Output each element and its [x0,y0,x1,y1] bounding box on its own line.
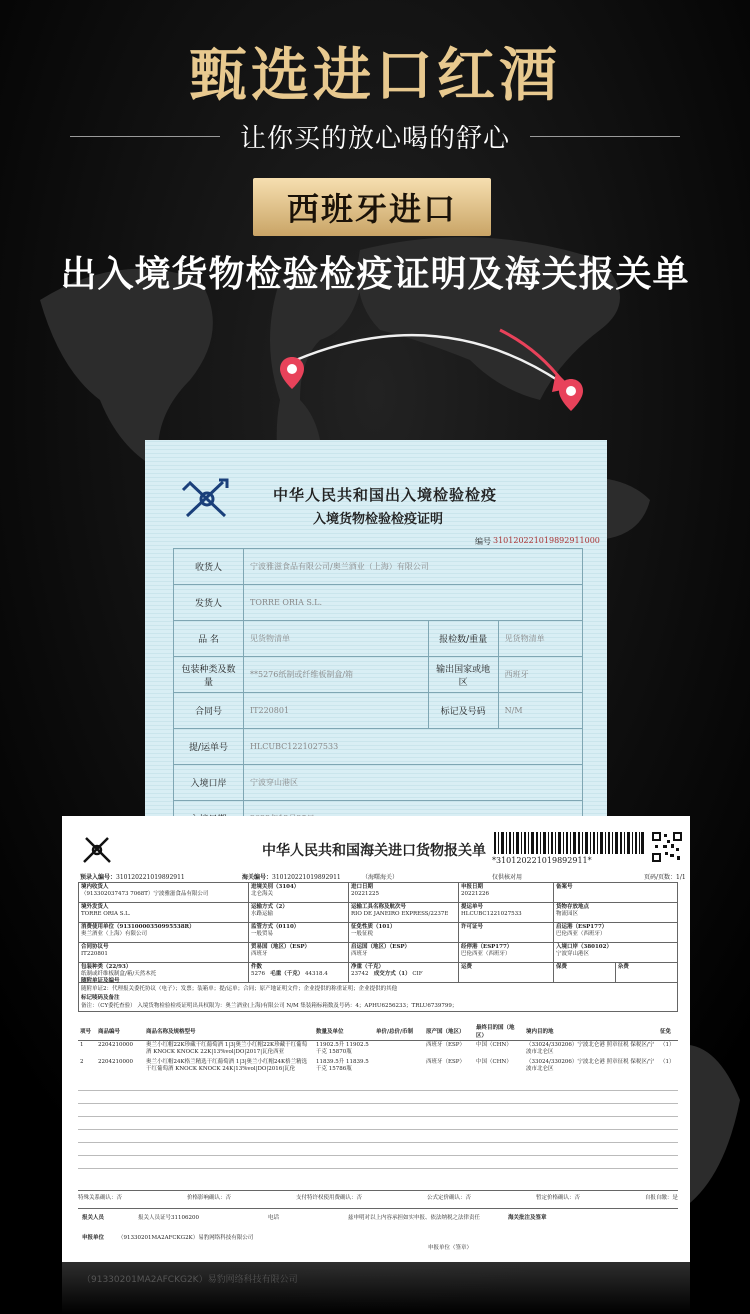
declaration-title: 中华人民共和国海关进口货物报关单 [262,843,486,859]
cert-label: 发货人 [174,585,244,621]
grid-cell: 运输方式（2） 水路运输 [249,903,349,923]
cert-value: 西班牙 [498,657,582,693]
grid-cell: 运费 [459,963,554,983]
grid-cell: 净重（千克） 23742 成交方式（1） CIF [349,963,459,983]
customs-emblem-icon [80,834,114,866]
customs-declaration [62,816,690,1262]
cert-row [174,621,583,657]
cert-value: 见货物清单 [244,621,429,657]
pre-entry-no: 预录入编号：310120221019892911 [80,874,185,881]
cert-label: 入境口岸 [174,765,244,801]
declaration-grid [78,882,678,983]
grid-cell: 许可证号 [459,923,554,943]
cert-value: N/M [498,693,582,729]
origin-badge: 西班牙进口 [253,178,491,236]
confirmations-row: 特殊关系确认：否 价格影响确认：否 支付特许权使用费确认：否 公式定价确认：否 暂定价格确认：否 自报自缴：是 [78,1190,678,1201]
cert-row [174,585,583,621]
goods-row: 1 2204210000 奥兰小红帽22K珍藏干红葡萄酒 1|3|奥兰小红帽22K珍藏干红葡萄酒 KNOCK KNOCK 22K|13%vol|DO|2017|瓦伦西亚 11902.5升 11902.5千克 15870瓶 西班牙（ESP） 中国（CHN） （33024/330206）宁波北仑港 照章征税 保税区/宁波市北仑区 （1） [80,1042,675,1056]
grid-cell: 经停港（ESP177） 巴伦西亚（西班牙） [459,943,554,963]
certificate-org: 中华人民共和国出入境检验检疫 [273,486,498,504]
cert-label: 标记及号码 [428,693,498,729]
grid-cell: 货物存放地点 物流园区 [554,903,678,923]
cert-label: 提/运单号 [174,729,244,765]
grid-cell: 运输工具名称及航次号 RIO DE JANEIRO EXPRESS/2237E [349,903,459,923]
map-pin-icon [558,378,584,412]
signature-block: 报关人员 报关人员证号31106200 电话 兹申明对以上内容承担如实申报、依法纳税之法律责任 海关批注及签章 申报单位 （91330201MA2AFCKG2K）易豹网络科技有限公司 申报单位（签章） [78,1208,678,1209]
goods-table [78,1022,678,1075]
grid-cell: 消费使用单位（91310000350995538R） 奥兰酒业（上海）有限公司 [79,923,249,943]
inspection-emblem-icon [179,474,235,524]
cert-value: **5276纸制或纤维板制盒/箱 [244,657,429,693]
grid-cell: 申报日期 20221226 [459,883,554,903]
subtitle: 让你买的放心喝的舒心 [239,123,510,154]
cert-value: IT220801 [244,693,429,729]
certificate-name: 入境货物检验检疫证明 [313,512,444,527]
grid-cell: 监管方式（0110） 一般贸易 [249,923,349,943]
cert-value: TORRE ORIA S.L. [244,585,583,621]
subtitle-row [0,118,750,154]
document-reflection: （91330201MA2AFCKG2K）易豹网络科技有限公司 [62,1262,690,1314]
grid-cell: 进口日期 20221225 [349,883,459,903]
grid-cell: 包装种类（22/93） 纸制或纤维板制盒/箱/天然木托 [79,963,249,983]
grid-cell: 境外发货人 TORRE ORIA S.L. [79,903,249,923]
remarks-block: 随附单证及编号 随附单证2：代理报关委托协议（电子）；发票；装箱单；提/运单；合同；原产地证明文件；企业提供的称重证明；企业提供的其他 标记唛码及备注 备注：（CY委托查验） 入境货物检验检疫证明出具权限为：奥兰酒业(上海)有限公司 N/M 集装箱标箱数及号码：4；APHU6256233；TRLU6739799； [78,976,678,1012]
goods-header: 项号 商品编号 商品名称及规格型号 数量及单位 单价/总价/币制 原产国（地区） 最终目的国（地区） 境内目的地 征免 [78,1022,678,1041]
copy-note: 仅供核对用 [492,874,523,881]
customs-sub: （海曙海关） [362,874,399,881]
certificate-no-label: 编号 [475,537,491,546]
cert-value: 宁波雅滋食品有限公司/奥兰酒业（上海）有限公司 [244,549,583,585]
cert-row [174,729,583,765]
grid-cell: 备案号 [554,883,678,903]
cert-value: 见货物清单 [498,621,582,657]
cert-label: 包装种类及数量 [174,657,244,693]
certificate-headline: 出入境货物检验检疫证明及海关报关单 [60,254,690,295]
blank-rows [78,1078,678,1178]
grid-cell: 境内收货人 （913302037473 7068T）宁波雅滋食品有限公司 [79,883,249,903]
page-count: 页码/页数：1/1 [644,874,686,881]
grid-cell: 合同协议号 IT220801 [79,943,249,963]
cert-row [174,765,583,801]
cert-row [174,549,583,585]
cert-label: 品 名 [174,621,244,657]
certificate-no: 310120221019892911000 [493,536,600,545]
grid-cell: 杂费 [615,963,677,983]
grid-cell: 征免性质（101） 一般征税 [349,923,459,943]
grid-cell: 入境口岸（380102） 宁波穿山港区 [554,943,678,963]
grid-cell: 启运国（地区）（ESP） 西班牙 [349,943,459,963]
hero-title: 甄选进口红酒 [188,41,561,109]
qr-code [652,832,682,862]
grid-cell: 件数 5276 毛重（千克） 44318.4 [249,963,349,983]
grid-cell: 贸易国（地区）（ESP） 西班牙 [249,943,349,963]
cert-row [174,693,583,729]
right-rule [530,136,680,137]
cert-label: 收货人 [174,549,244,585]
barcode [494,832,644,854]
left-rule [70,136,220,137]
customs-no: 海关编号：310120221019892911 [242,874,341,881]
grid-cell: 启运港（ESP177） 巴伦西亚（西班牙） [554,923,678,943]
map-pin-icon [279,356,305,390]
cert-label: 输出国家或地区 [428,657,498,693]
inspection-certificate [145,440,607,830]
grid-cell: 进境关别（3104） 北仑海关 [249,883,349,903]
cert-row [174,657,583,693]
grid-cell: 提运单号 HLCUBC1221027533 [459,903,554,923]
cert-label: 报检数/重量 [428,621,498,657]
grid-cell: 保费 [554,963,616,983]
barcode-number: *310120221019892911* [492,856,592,865]
cert-value: HLCUBC1221027533 [244,729,583,765]
goods-row: 2 2204210000 奥兰小红帽24K格兰精选干红葡萄酒 1|3|奥兰小红帽24K格兰精选干红葡萄酒 KNOCK KNOCK 24K|13%vol|DO|2016|瓦伦 11839.5升 11839.5千克 15786瓶 西班牙（ESP） 中国（CHN） （33024/330206）宁波北仑港 照章征税 保税区/宁波市北仑区 （1） [80,1058,675,1073]
cert-label: 合同号 [174,693,244,729]
cert-value: 宁波穿山港区 [244,765,583,801]
